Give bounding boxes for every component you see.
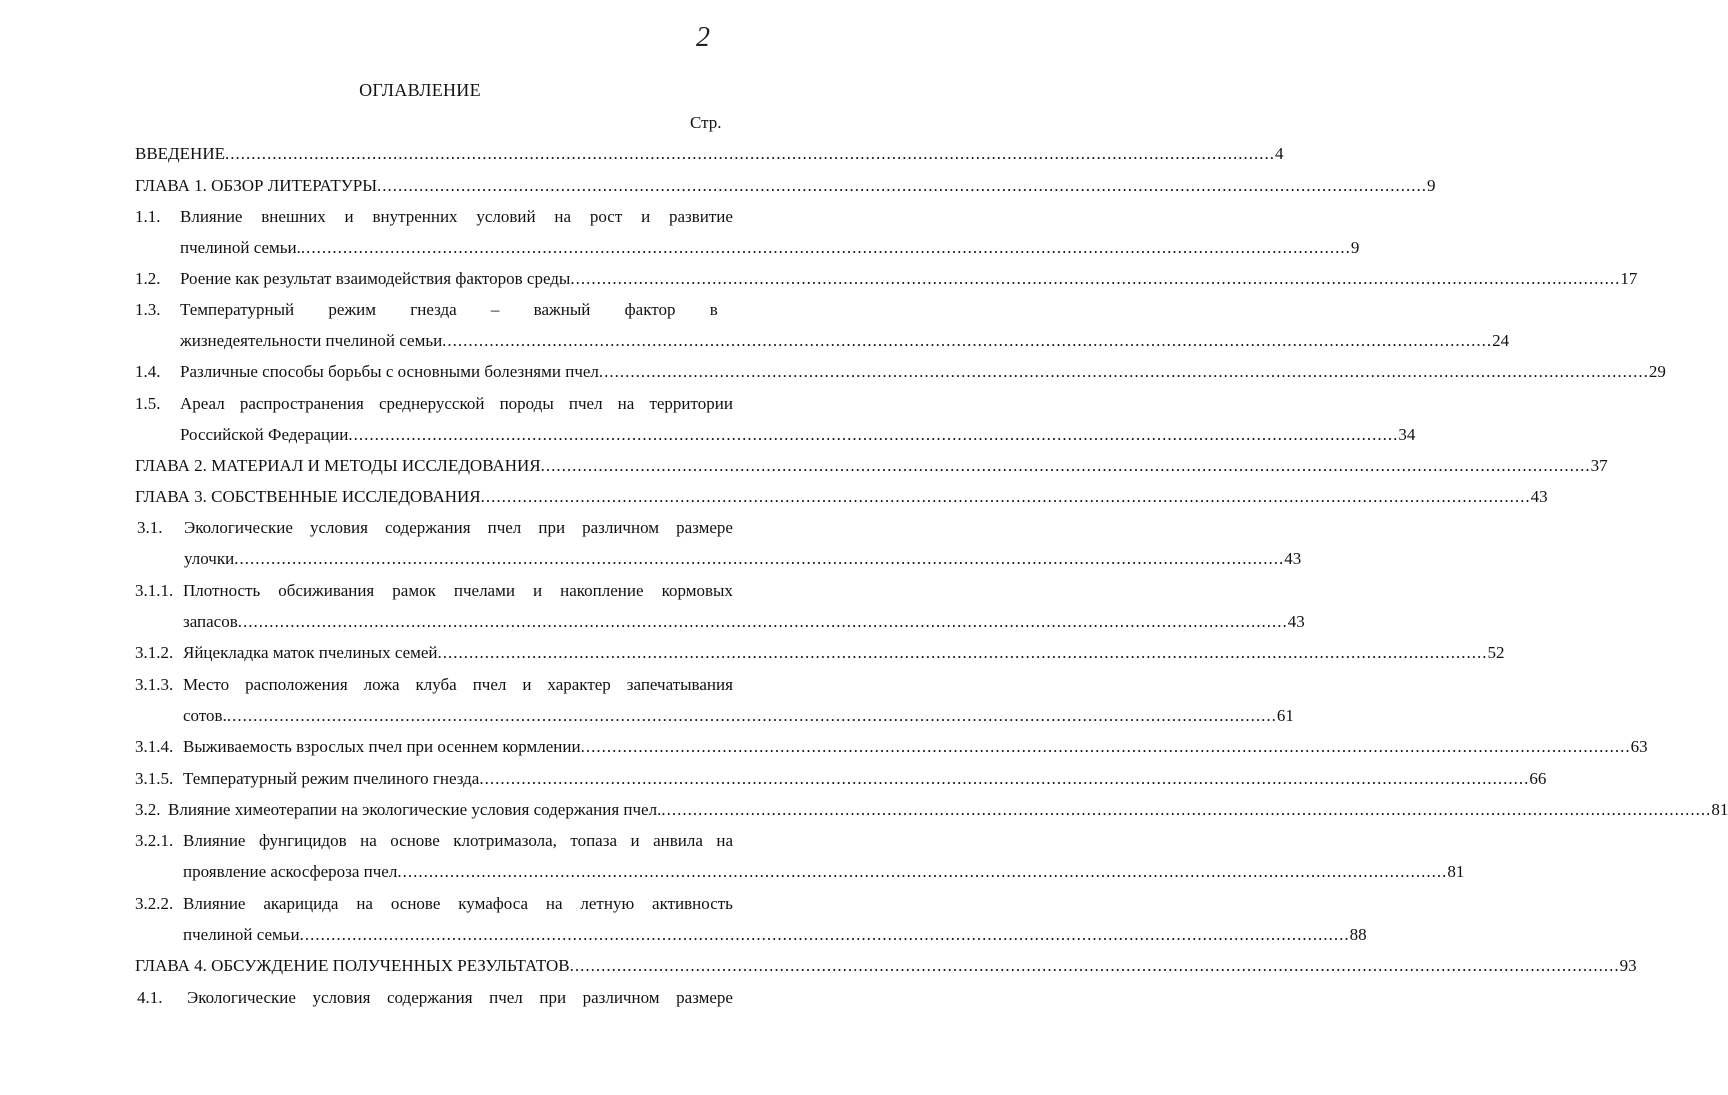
toc-entry-text: Температурный режим пчелиного гнезда [183,769,480,788]
word: фунгицидов [258,831,347,850]
toc-page-number: 37 [1590,456,1608,475]
toc-entry-text: Различные способы борьбы с основными болезнями пчел [180,362,599,381]
word: кормовых [661,581,733,600]
word: на [716,831,733,850]
word: характер [547,675,611,694]
toc-page-number: 63 [1630,737,1648,756]
toc-page-number: 9 [1427,176,1436,195]
toc-entry-text [187,987,733,1009]
toc-section-number: 4.1. [137,988,163,1007]
toc-entry-text [183,674,733,696]
word: клуба [415,675,457,694]
toc-entry-text [180,393,733,415]
toc-entry-text: пчелиной семьи [183,925,300,944]
toc-entry-text [183,830,733,852]
word: запечатывания [626,675,733,694]
dot-leader: ........................................................................................................................................................................................................ [300,238,1351,257]
word: размере [676,988,733,1007]
word: клотримазола, [453,831,557,850]
toc-entry-1-3 [180,330,1510,352]
word: основе [390,894,441,913]
toc-section-number: 3.1. [137,518,163,537]
toc-entry-chapter-1 [135,175,1436,197]
toc-page-number: 9 [1350,238,1360,257]
toc-entry-text [180,206,733,228]
toc-entry-text: Температурный режим гнезда – важный фактор в [180,300,718,319]
toc-entry-3-1-5 [183,768,1547,790]
word: Влияние [183,894,246,913]
toc-section-number: 3.2.1. [135,831,174,850]
dot-leader: ........................................................................................................................................................................................................ [580,737,1631,756]
dot-leader: ........................................................................................................................................................................................................ [224,144,1275,163]
toc-entry-chapter-3 [135,486,1548,508]
toc-page-number: 61 [1276,706,1294,725]
word: активность [652,894,733,913]
word: и [532,581,543,600]
toc-section-number: 3.1.5. [135,769,174,788]
toc-entry-text: сотов. [183,706,227,725]
toc-entry-3-2-2 [183,924,1367,946]
toc-entry-1-5 [180,424,1416,446]
toc-entry-4-1-line1 [187,987,733,1009]
toc-entry-text: пчелиной семьи. [180,238,301,257]
toc-entry-3-2-2-line1 [183,893,733,915]
word: распространения [239,394,364,413]
toc-entry-1-1 [180,237,1360,259]
word: при [538,518,566,537]
word: условия [312,988,371,1007]
word: на [360,831,377,850]
toc-entry-text [183,893,733,915]
toc-entry-text: улочки [184,549,235,568]
toc-entry-chapter-2 [135,455,1608,477]
word: и [522,675,532,694]
toc-entry-text: Роение как результат взаимодействия факторов среды [180,269,571,288]
word: обсиживания [278,581,375,600]
toc-page-number: 81 [1711,800,1728,819]
word: летную [580,894,635,913]
word: Плотность [183,581,261,600]
dot-leader: ........................................................................................................................................................................................................ [226,706,1277,725]
dot-leader: ........................................................................................................................................................................................................ [540,456,1591,475]
word: пчел [487,518,522,537]
word: анвила [653,831,703,850]
word: при [539,988,567,1007]
toc-entry-3-1 [184,548,1302,570]
toc-entry-text: ГЛАВА 2. МАТЕРИАЛ И МЕТОДЫ ИССЛЕДОВАНИЯ [135,456,541,475]
dot-leader: ........................................................................................................................................................................................................ [569,956,1620,975]
word: породы [499,394,554,413]
word: развитие [668,207,733,226]
dot-leader: ........................................................................................................................................................................................................ [661,800,1712,819]
word: и [641,207,651,226]
dot-leader: ........................................................................................................................................................................................................ [480,487,1531,506]
toc-entry-text: Российской Федерации [180,425,349,444]
toc-page-number: 43 [1284,549,1302,568]
word: внешних [261,207,326,226]
word: на [545,894,563,913]
word: Влияние [183,831,246,850]
toc-page-number: 52 [1487,643,1505,662]
toc-page-number: 34 [1398,425,1416,444]
toc-section-number: 3.1.2. [135,643,174,662]
page-number: 2 [696,22,710,53]
word: рамок [392,581,436,600]
word: основе [390,831,440,850]
word: пчелами [453,581,515,600]
word: и [344,207,354,226]
toc-section-number: 1.3. [135,300,161,319]
toc-entry-3-1-4 [183,736,1648,758]
word: размере [676,518,733,537]
word: на [554,207,572,226]
toc-entry-3-1-1 [183,611,1305,633]
word: условий [476,207,536,226]
page-column-label: Стр. [690,113,722,132]
toc-entry-3-1-3-line1 [183,674,733,696]
word: Влияние [180,207,243,226]
toc-entry-3-1-3 [183,705,1294,727]
toc-entry-3-2-1-line1 [183,830,733,852]
toc-entry-text: ГЛАВА 4. ОБСУЖДЕНИЕ ПОЛУЧЕННЫХ РЕЗУЛЬТАТОВ [135,956,570,975]
toc-section-number: 1.2. [135,269,161,288]
toc-entry-3-1-line1 [184,517,733,539]
toc-entry-text: Яйцекладка маток пчелиных семей [183,643,438,662]
toc-entry-text: жизнедеятельности пчелиной семьи [180,331,443,350]
toc-section-number: 1.4. [135,362,161,381]
toc-entry-chapter-4 [135,955,1637,977]
toc-entry-1-2 [180,268,1638,290]
word: и [630,831,640,850]
word: пчел [472,675,507,694]
toc-section-number: 3.1.1. [135,581,174,600]
toc-entry-1-3-line1 [180,299,733,321]
toc-section-number: 3.2.2. [135,894,174,913]
dot-leader: ........................................................................................................................................................................................................ [598,362,1649,381]
dot-leader: ........................................................................................................................................................................................................ [442,331,1493,350]
dot-leader: ........................................................................................................................................................................................................ [237,612,1288,631]
word: кумафоса [458,894,528,913]
toc-entry-3-1-2 [183,642,1505,664]
word: различном [582,518,660,537]
dot-leader: ........................................................................................................................................................................................................ [479,769,1530,788]
toc-page-number: 93 [1619,956,1637,975]
toc-entry-3-1-1-line1 [183,580,733,602]
word: акарицида [263,894,339,913]
dot-leader: ........................................................................................................................................................................................................ [437,643,1488,662]
word: расположения [245,675,348,694]
toc-entry-3-2 [168,799,1728,821]
word: пчел [568,394,603,413]
toc-entry-1-4 [180,361,1666,383]
toc-entry-text: ВВЕДЕНИЕ [135,144,225,163]
toc-page-number: 88 [1349,925,1367,944]
toc-section-number: 3.1.3. [135,675,174,694]
toc-entry-text: проявление аскосфероза пчел [183,862,398,881]
dot-leader: ........................................................................................................................................................................................................ [299,925,1350,944]
toc-entry-1-1-line1 [180,206,733,228]
toc-entry-3-2-1 [183,861,1465,883]
dot-leader: ........................................................................................................................................................................................................ [397,862,1448,881]
word: среднерусской [378,394,485,413]
word: условия [309,518,368,537]
word: Экологические [184,518,293,537]
toc-entry-text: Выживаемость взрослых пчел при осеннем кормлении [183,737,581,756]
toc-page-number: 66 [1529,769,1547,788]
word: пчел [489,988,523,1007]
toc-entry-text [183,580,733,602]
word: внутренних [372,207,458,226]
toc-entry-text: Влияние химеотерапии на экологические условия содержания пчел. [168,800,662,819]
toc-section-number: 1.1. [135,207,161,226]
toc-page-number: 24 [1492,331,1510,350]
toc-entry-introduction [135,143,1284,165]
dot-leader: ........................................................................................................................................................................................................ [570,269,1621,288]
toc-entry-text [184,517,733,539]
word: ложа [363,675,400,694]
toc-section-number: 1.5. [135,394,161,413]
word: Экологические [187,988,296,1007]
toc-entry-text: ГЛАВА 3. СОБСТВЕННЫЕ ИССЛЕДОВАНИЯ [135,487,481,506]
toc-entry-text: ГЛАВА 1. ОБЗОР ЛИТЕРАТУРЫ [135,176,378,195]
toc-page-number: 43 [1287,612,1305,631]
word: Место [183,675,230,694]
toc-section-number: 3.2. [135,800,161,819]
word: на [617,394,635,413]
toc-page-number: 4 [1274,144,1284,163]
word: рост [589,207,623,226]
dot-leader: ........................................................................................................................................................................................................ [234,549,1285,568]
toc-page-number: 81 [1447,862,1465,881]
toc-page-number: 17 [1620,269,1638,288]
word: различном [582,988,660,1007]
word: Ареал [180,394,225,413]
toc-page-number: 29 [1648,362,1666,381]
toc-section-number: 3.1.4. [135,737,174,756]
word: содержания [385,518,471,537]
word: территории [649,394,733,413]
dot-leader: ........................................................................................................................................................................................................ [348,425,1399,444]
toc-entry-1-5-line1 [180,393,733,415]
page-title: ОГЛАВЛЕНИЕ [359,80,481,100]
dot-leader: ........................................................................................................................................................................................................ [377,176,1428,195]
word: на [356,894,373,913]
word: топаза [570,831,617,850]
toc-page-number: 43 [1530,487,1548,506]
word: накопление [560,581,644,600]
toc-entry-text: запасов [183,612,238,631]
word: содержания [387,988,473,1007]
